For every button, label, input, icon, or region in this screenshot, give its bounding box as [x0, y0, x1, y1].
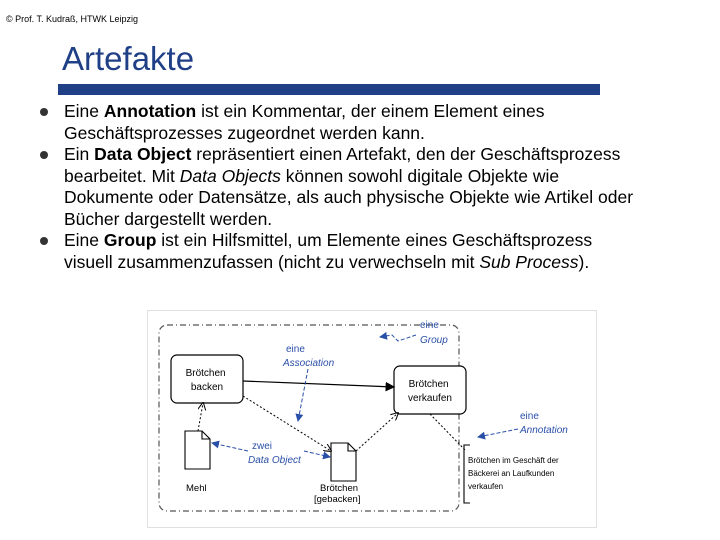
title-underline-bar: [58, 84, 600, 95]
bullet-text: [64, 101, 549, 143]
svg-text:eine Association: [282, 344, 335, 369]
bullet-segment: Ein: [64, 144, 95, 164]
callout-association-arrow: [298, 369, 308, 421]
bullet-segment: repräsentiert einen Artefakt, den der Geschäftsprozess bearbeitet. Mit: [64, 144, 626, 186]
data-object-mehl-icon: [185, 431, 210, 469]
svg-text:zwei Data Object: [248, 441, 302, 466]
bullet-dot-icon: [40, 108, 48, 116]
bullet-dot-icon: [40, 151, 48, 159]
callout-annotation-arrow: [478, 429, 518, 437]
annotation-line3: verkaufen: [468, 482, 504, 491]
bullet-segment: Eine: [64, 101, 104, 121]
callout-data-object-line1: zwei: [252, 441, 273, 452]
bullet-segment: ist ein Kommentar, der einem Element eines Geschäftsprozesses zugeordnet werden kann.: [64, 101, 550, 143]
data-object-broetchen-line1: Brötchen: [320, 483, 359, 494]
diagram-canvas: [148, 311, 596, 527]
callout-annotation-line2: Annotation: [520, 425, 568, 436]
bullet-segment: ist ein Hilfsmittel, um Elemente eines Geschäftsprozess visuell zusammenzufassen (nicht zu verwechseln mit: [64, 230, 597, 272]
bullet-text: [64, 144, 638, 229]
slide-title: Artefakte: [62, 40, 195, 77]
bullet-segment: Annotation: [103, 101, 197, 121]
association-annotation: [430, 414, 466, 451]
task-verkaufen-line1: Brötchen: [408, 379, 449, 390]
task-backen-line2: backen: [190, 382, 224, 393]
svg-text:eine Group: [420, 320, 448, 346]
svg-text:Brötchen im Geschäft der: [468, 456, 561, 491]
copyright-notice: © Prof. T. Kudraß, HTWK Leipzig: [6, 14, 139, 24]
bullet-segment: Sub Process: [479, 251, 579, 272]
bullet-item: [40, 230, 640, 273]
bullet-segment: ).: [578, 251, 590, 272]
callout-group-line2: Group: [420, 335, 448, 346]
bullet-segment: Data Object: [94, 144, 192, 164]
bullet-list: [40, 101, 640, 273]
task-broetchen-verkaufen: [394, 366, 466, 414]
callout-data-object-line2: Data Object: [248, 455, 301, 466]
callout-annotation-line1: eine: [520, 411, 539, 422]
annotation-line2: Bäckerei an Laufkunden: [468, 469, 555, 478]
bullet-dot-icon: [40, 237, 48, 245]
annotation-line1: Brötchen im Geschäft der: [468, 456, 559, 465]
callout-association-line1: eine: [286, 344, 305, 355]
bullet-segment: können sowohl digitale Objekte wie Dokumente oder Datensätze, als auch physische Objekte wie Artikel oder Bücher dargestellt werden.: [64, 165, 638, 229]
task-verkaufen-line2: verkaufen: [408, 393, 452, 404]
svg-text:eine Annotation: [519, 411, 568, 436]
data-object-broetchen-line2: [gebacken]: [314, 494, 361, 505]
bullet-segment: Data Objects: [179, 165, 281, 186]
bpmn-artifacts-diagram: [147, 310, 597, 528]
data-object-broetchen-icon: [331, 443, 356, 481]
bullet-text: [64, 230, 597, 272]
bullet-segment: Eine: [64, 230, 104, 250]
association-mehl: [198, 403, 203, 431]
sequence-flow-arrow: [243, 381, 394, 387]
association-broetchen-verkaufen: [356, 413, 398, 451]
task-backen-line1: Brötchen: [185, 368, 226, 379]
bullet-item: [40, 144, 640, 230]
callout-association-line2: Association: [283, 358, 335, 369]
svg-text:Brötchen [gebacken]: [314, 483, 361, 505]
callout-group-line1: eine: [420, 320, 439, 331]
callout-group-arrow: [380, 335, 416, 341]
bullet-segment: Group: [103, 230, 157, 250]
task-broetchen-backen: [171, 355, 243, 403]
data-object-mehl-label: Mehl: [186, 483, 207, 494]
bullet-item: [40, 101, 640, 144]
callout-data-object-arrow-left: [212, 443, 248, 451]
callout-data-object-arrow-right: [304, 451, 330, 457]
